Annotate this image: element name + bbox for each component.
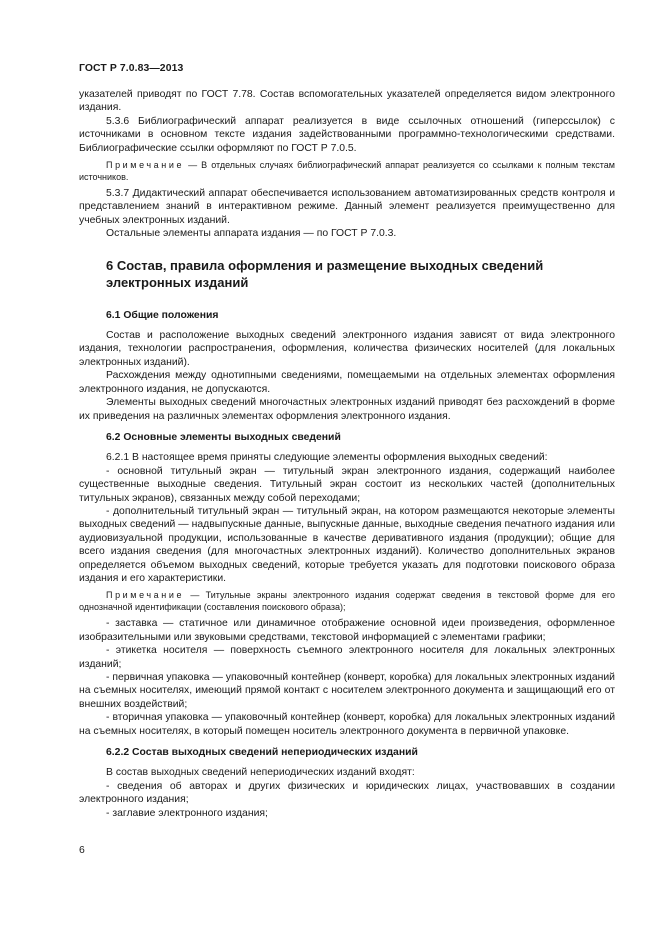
- list-item: - первичная упаковка — упаковочный контейнер (конверт, коробка) для локальных электронных изданий на съемных носителях, имеющий прямой контакт с носителем электронного документа и защищающий его от внешних воздействий;: [79, 672, 615, 710]
- document-body: [79, 88, 615, 820]
- subsection-6-1-title: 6.1 Общие положения: [106, 309, 219, 321]
- paragraph: Расхождения между однотипными сведениями, помещаемыми на отдельных элементах оформления электронного издания, не допускаются.: [79, 370, 615, 395]
- list-item: - заставка — статичное или динамичное отображение основной идеи произведения, оформленное изобразительными или звуковыми средствами, текстовой информацией с элементами графики;: [79, 618, 615, 643]
- note-1: [79, 159, 615, 183]
- paragraph: Состав и расположение выходных сведений электронного издания зависят от вида электронного издания, технологии распространения, оформления, количества физических носителей (для локальных электронных изданий).: [79, 330, 615, 368]
- paragraph: Остальные элементы аппарата издания — по ГОСТ Р 7.0.3.: [106, 228, 397, 240]
- list-item: - сведения об авторах и других физических и юридических лицах, участвовавших в создании электронного издания;: [79, 780, 615, 806]
- note-2: [79, 589, 615, 613]
- section-6-title: 6 Состав, правила оформления и размещение выходных сведений электронных изданий: [106, 257, 544, 290]
- subsection-6-2-title: 6.2 Основные элементы выходных сведений: [106, 431, 341, 443]
- subsection-6-2-2-title: 6.2.2 Состав выходных сведений непериодических изданий: [106, 747, 418, 759]
- list-item: - заглавие электронного издания;: [106, 807, 268, 819]
- list-item: - основной титульный экран — титульный экран электронного издания, содержащий наиболее существенные выходные сведения. Титульный экран состоит из нескольких частей (дополнительных титульных экранов), связанных между собой переходами;: [79, 465, 615, 504]
- list-item: - дополнительный титульный экран — титульный экран, на котором размещаются некоторые элементы выходных сведений — надвыпускные данные, выпускные данные, выходные сведения печатного издания или аудиовизуальной продукции, использованные в качестве деривативного издания (продукции); общие для всего издания сведения (для многочастных электронных изданий). Количество дополнительных экранов определяется объемом выходных сведений, которые требуется указать для подготовки поискового образа издания и его характеристики.: [79, 505, 615, 584]
- paragraph-5-3-7: 5.3.7 Дидактический аппарат обеспечивается использованием автоматизированных средств контроля и представлением знаний в интерактивном режиме. Данный элемент реализуется преимущественно для учебных электронных изданий.: [79, 188, 615, 226]
- page-number: 6: [79, 845, 85, 856]
- note-text: — В отдельных случаях библиографический аппарат реализуется со ссылками к полным текстам источников.: [79, 160, 615, 183]
- paragraph-6-2-1: 6.2.1 В настоящее время приняты следующие элементы оформления выходных сведений:: [106, 452, 548, 464]
- paragraph: Элементы выходных сведений многочастных электронных изданий приводят без расхождений в форме их приведения на различных элементах оформления электронного издания.: [79, 397, 615, 422]
- page-header: ГОСТ Р 7.0.83—2013: [79, 63, 184, 74]
- paragraph-5-3-6: 5.3.6 Библиографический аппарат реализуется в виде ссылочных отношений (гиперссылок) с источниками в основном тексте издания задействованными программно-технологическими средствами. Библиографические ссылки оформляют по ГОСТ Р 7.0.5.: [79, 115, 615, 154]
- list-item: - вторичная упаковка — упаковочный контейнер (конверт, коробка) для локальных электронных изданий на съемных носителях, в который помещен носитель электронного документа в первичной упаковке.: [79, 712, 615, 737]
- list-item: - этикетка носителя — поверхность съемного электронного носителя для локальных электронных изданий;: [79, 645, 615, 670]
- paragraph: указателей приводят по ГОСТ 7.78. Состав вспомогательных указателей определяется видом электронного издания.: [79, 89, 615, 114]
- note-label: Примечание: [106, 590, 185, 601]
- paragraph: В состав выходных сведений непериодических изданий входят:: [106, 767, 415, 779]
- note-text: — Титульные экраны электронного издания содержат сведения в текстовой форме для его однозначной идентификации (составления поискового образа);: [79, 590, 615, 613]
- note-label: Примечание: [106, 160, 185, 171]
